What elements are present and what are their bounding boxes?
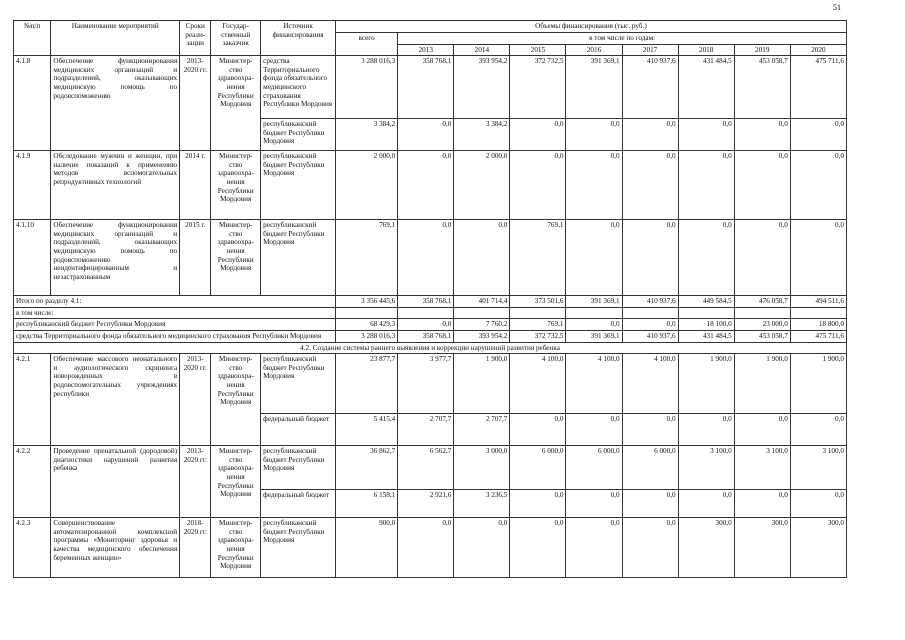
year-value: 373 501,6 (510, 296, 566, 308)
year-value: 476 058,7 (734, 296, 790, 308)
year-value: 2 707,7 (398, 414, 454, 446)
total-row (14, 296, 847, 308)
table-body-section-title (14, 342, 847, 354)
year-value: 0,0 (678, 220, 734, 296)
total-label: Итого по разделу 4.1: (14, 296, 336, 308)
year-value: 3 100,0 (678, 446, 734, 490)
year-value: 0,0 (734, 151, 790, 220)
year-value: 0,0 (398, 518, 454, 578)
year-value: 449 584,5 (678, 296, 734, 308)
year-value: 769,1 (510, 220, 566, 296)
total-value: 3 356 445,6 (335, 296, 397, 308)
year-value: 1 900,0 (454, 354, 510, 414)
total-value: 5 415,4 (335, 414, 397, 446)
header-term: Сроки реали-зации (180, 21, 211, 56)
year-value: 1 900,0 (734, 354, 790, 414)
header-year: 2014 (454, 44, 510, 56)
year-value: 18 800,0 (790, 319, 846, 331)
total-label: в том числе: (14, 307, 336, 319)
item-customer: Министер-ство здравоохра-нения Республики Мордовия (211, 151, 261, 220)
header-year: 2020 (790, 44, 846, 56)
item-customer: Министер-ство здравоохра-нения Республики Мордовия (211, 354, 261, 446)
header-year: 2015 (510, 44, 566, 56)
total-value: 3 384,2 (335, 119, 397, 151)
year-value: 358 768,1 (398, 296, 454, 308)
year-value: 7 760,2 (454, 319, 510, 331)
total-value: 3 288 016,3 (335, 56, 397, 119)
year-value: 410 937,6 (622, 296, 678, 308)
header-source: Источник финансирования (261, 21, 336, 56)
item-id: 4.2.2 (14, 446, 51, 518)
year-value: 0,0 (566, 490, 622, 518)
year-value: 391 369,1 (566, 296, 622, 308)
year-value: 18 100,0 (678, 319, 734, 331)
year-value: 0,0 (734, 490, 790, 518)
year-value: 393 954,2 (454, 56, 510, 119)
year-value: 475 711,6 (790, 330, 846, 342)
table-row (14, 56, 847, 119)
year-value: 393 954,2 (454, 330, 510, 342)
year-value (734, 307, 790, 319)
year-value (398, 307, 454, 319)
year-value: 0,0 (398, 319, 454, 331)
table-row (14, 354, 847, 414)
funding-source: республиканский бюджет Республики Мордовия (261, 446, 336, 490)
year-value: 0,0 (566, 518, 622, 578)
table-body-section-4-2 (14, 354, 847, 578)
year-value: 0,0 (622, 220, 678, 296)
year-value: 358 768,1 (398, 330, 454, 342)
total-row (14, 319, 847, 331)
year-value: 0,0 (398, 220, 454, 296)
total-row (14, 330, 847, 342)
year-value: 0,0 (622, 518, 678, 578)
funding-source: республиканский бюджет Республики Мордовия (261, 119, 336, 151)
year-value: 300,0 (678, 518, 734, 578)
year-value: 0,0 (398, 119, 454, 151)
funding-source: федеральный бюджет (261, 414, 336, 446)
year-value: 372 732,5 (510, 330, 566, 342)
year-value: 3 977,7 (398, 354, 454, 414)
year-value: 0,0 (790, 151, 846, 220)
item-term: 2014 г. (180, 151, 211, 220)
item-id: 4.2.1 (14, 354, 51, 446)
header-customer: Государ-ственный заказчик (211, 21, 261, 56)
item-term: 2013-2020 гг. (180, 354, 211, 446)
funding-source: республиканский бюджет Республики Мордовия (261, 220, 336, 296)
header-year: 2018 (678, 44, 734, 56)
item-term: 2013-2020 гг. (180, 56, 211, 151)
total-label: республиканский бюджет Республики Мордовия (14, 319, 336, 331)
year-value: 3 100,0 (790, 446, 846, 490)
year-value: 372 732,5 (510, 56, 566, 119)
year-value: 1 900,0 (790, 354, 846, 414)
year-value: 431 484,5 (678, 330, 734, 342)
year-value: 0,0 (510, 151, 566, 220)
year-value: 0,0 (678, 119, 734, 151)
header-name: Наименование мероприятий (51, 21, 180, 56)
year-value: 0,0 (510, 490, 566, 518)
item-customer: Министер-ство здравоохра-нения Республики Мордовия (211, 220, 261, 296)
table-row (14, 220, 847, 296)
year-value: 0,0 (622, 490, 678, 518)
year-value: 0,0 (622, 414, 678, 446)
item-customer: Министер-ство здравоохра-нения Республики Мордовия (211, 56, 261, 151)
year-value (566, 307, 622, 319)
year-value: 2 921,6 (398, 490, 454, 518)
total-value: 6 158,1 (335, 490, 397, 518)
table-row (14, 151, 847, 220)
total-value: 36 862,7 (335, 446, 397, 490)
year-value: 3 000,0 (454, 446, 510, 490)
item-customer: Министер-ство здравоохра-нения Республики Мордовия (211, 446, 261, 518)
header-total: всего (335, 33, 397, 56)
funding-source: республиканский бюджет Республики Мордовия (261, 151, 336, 220)
page-number: 51 (833, 3, 841, 12)
item-id: 4.1.8 (14, 56, 51, 151)
year-value: 0,0 (510, 119, 566, 151)
year-value: 0,0 (454, 220, 510, 296)
year-value: 453 058,7 (734, 56, 790, 119)
year-value: 391 369,1 (566, 330, 622, 342)
total-value: 3 288 016,3 (335, 330, 397, 342)
year-value: 453 058,7 (734, 330, 790, 342)
header-by-years: в том числе по годам: (398, 33, 847, 45)
year-value: 0,0 (566, 119, 622, 151)
year-value: 300,0 (790, 518, 846, 578)
year-value: 410 937,6 (622, 56, 678, 119)
year-value: 0,0 (734, 119, 790, 151)
year-value: 0,0 (622, 119, 678, 151)
year-value: 769,1 (510, 319, 566, 331)
year-value: 0,0 (790, 490, 846, 518)
financing-table (13, 20, 847, 578)
year-value: 0,0 (622, 151, 678, 220)
year-value: 0,0 (790, 119, 846, 151)
item-customer: Министер-ство здравоохра-нения Республики Мордовия (211, 518, 261, 578)
header-year: 2016 (566, 44, 622, 56)
year-value: 358 768,1 (398, 56, 454, 119)
year-value: 0,0 (566, 151, 622, 220)
total-label: средства Территориального фонда обязательного медицинского страхования Республики Мордовия (14, 330, 336, 342)
year-value: 1 900,0 (678, 354, 734, 414)
year-value: 4 100,0 (510, 354, 566, 414)
header-year: 2013 (398, 44, 454, 56)
total-value (335, 307, 397, 319)
year-value: 4 100,0 (566, 354, 622, 414)
year-value: 0,0 (454, 518, 510, 578)
table-body-totals (14, 296, 847, 342)
total-value: 2 000,0 (335, 151, 397, 220)
year-value: 475 711,6 (790, 56, 846, 119)
year-value (622, 307, 678, 319)
year-value: 2 000,0 (454, 151, 510, 220)
year-value (454, 307, 510, 319)
header-year: 2019 (734, 44, 790, 56)
year-value: 0,0 (678, 490, 734, 518)
total-row (14, 307, 847, 319)
year-value: 0,0 (510, 518, 566, 578)
year-value: 401 714,4 (454, 296, 510, 308)
table-row (14, 518, 847, 578)
funding-source: федеральный бюджет (261, 490, 336, 518)
item-name: Обследование мужчин и женщин, при наличие показаний к применению методов вспомогательных репродуктивных технологий (51, 151, 180, 220)
year-value: 6 000,0 (566, 446, 622, 490)
year-value: 0,0 (678, 414, 734, 446)
year-value: 3 384,2 (454, 119, 510, 151)
year-value: 410 937,6 (622, 330, 678, 342)
year-value: 3 100,0 (734, 446, 790, 490)
total-value: 23 877,7 (335, 354, 397, 414)
year-value: 3 236,5 (454, 490, 510, 518)
year-value: 391 369,1 (566, 56, 622, 119)
year-value (790, 307, 846, 319)
funding-source: республиканский бюджет Республики Мордовия (261, 354, 336, 414)
item-name: Проведение пренатальной (дородовой) диагностики нарушений развития ребенка (51, 446, 180, 518)
item-name: Обеспечение функционирования медицинских организаций и подразделений, оказывающих медицинскую помощь по родовспоможению неидентифицированным и незастрахованным (51, 220, 180, 296)
table-row (14, 446, 847, 490)
total-value: 68 429,3 (335, 319, 397, 331)
year-value: 0,0 (790, 220, 846, 296)
year-value (678, 307, 734, 319)
year-value: 0,0 (510, 414, 566, 446)
year-value: 2 707,7 (454, 414, 510, 446)
year-value: 0,0 (566, 414, 622, 446)
total-value: 769,1 (335, 220, 397, 296)
year-value: 23 000,0 (734, 319, 790, 331)
year-value: 494 511,6 (790, 296, 846, 308)
year-value: 0,0 (622, 319, 678, 331)
total-value: 900,0 (335, 518, 397, 578)
year-value: 6 562,7 (398, 446, 454, 490)
year-value: 4 100,0 (622, 354, 678, 414)
year-value: 0,0 (678, 151, 734, 220)
header-volumes: Объемы финансирования (тыс. руб.) (335, 21, 846, 33)
item-term: 2013-2020 гг. (180, 446, 211, 518)
header-year: 2017 (622, 44, 678, 56)
item-name: Совершенствование автоматизированной комплексной программы «Мониторинг здоровья и качества медицинского обеспечения беременных женщин» (51, 518, 180, 578)
header-num: №п/п (14, 21, 51, 56)
table-body-section-4-1 (14, 56, 847, 296)
section-title: 4.2. Создание системы раннего выявления и коррекции нарушений развития ребенка (14, 342, 847, 354)
year-value: 431 484,5 (678, 56, 734, 119)
year-value: 0,0 (566, 319, 622, 331)
year-value: 0,0 (398, 151, 454, 220)
item-term: 2018-2020 гг. (180, 518, 211, 578)
item-name: Обеспечение массового неонатального и аудиологического скрининга новорожденных в родовспомогательных учреждениях республики (51, 354, 180, 446)
year-value: 0,0 (790, 414, 846, 446)
year-value: 0,0 (566, 220, 622, 296)
item-id: 4.1.9 (14, 151, 51, 220)
year-value: 0,0 (734, 414, 790, 446)
item-term: 2015 г. (180, 220, 211, 296)
item-id: 4.1.10 (14, 220, 51, 296)
item-name: Обеспечение функционирования медицинских организаций и подразделений, оказывающих медицинскую помощь по родовспоможению (51, 56, 180, 151)
funding-source: республиканский бюджет Республики Мордовия (261, 518, 336, 578)
year-value: 300,0 (734, 518, 790, 578)
funding-source: средства Территориального фонда обязательного медицинского страхования Республики Мордовия (261, 56, 336, 119)
year-value (510, 307, 566, 319)
year-value: 6 000,0 (510, 446, 566, 490)
item-id: 4.2.3 (14, 518, 51, 578)
year-value: 6 000,0 (622, 446, 678, 490)
year-value: 0,0 (734, 220, 790, 296)
